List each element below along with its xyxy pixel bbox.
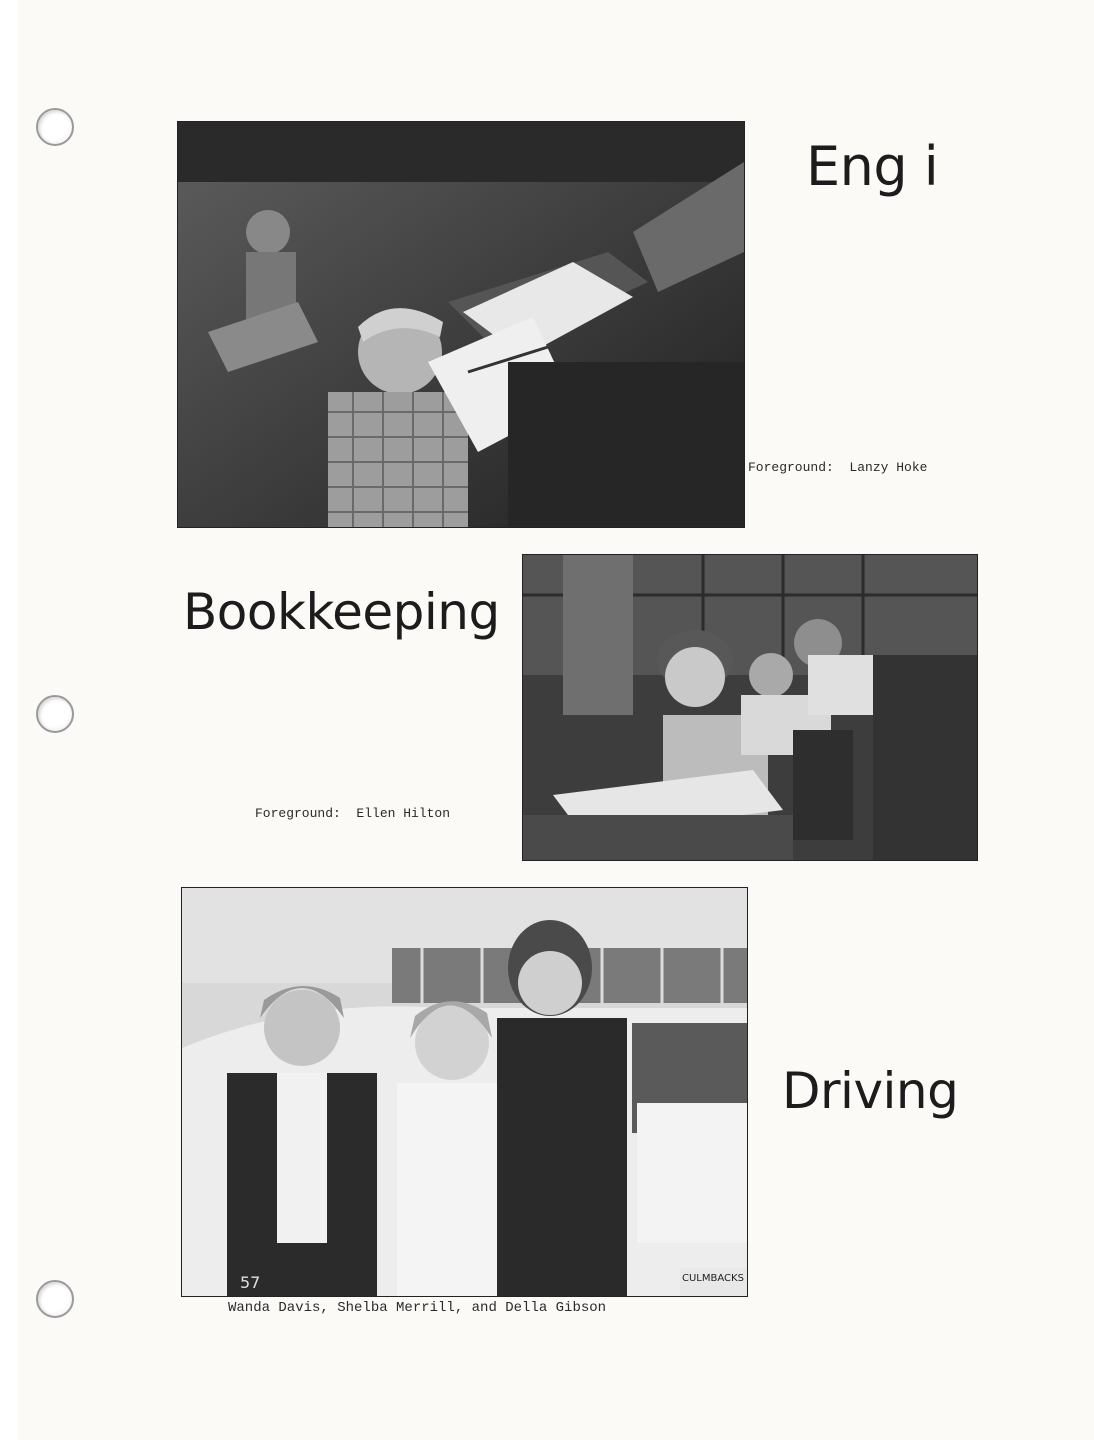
driving-class-photo xyxy=(182,888,747,1296)
binder-hole-bottom xyxy=(36,1280,74,1318)
binder-hole-middle xyxy=(36,695,74,733)
bookkeeping-class-photo xyxy=(523,555,977,860)
bookkeeping-heading: Bookkeeping xyxy=(183,583,500,641)
jacket-number-text: 57 xyxy=(240,1273,261,1292)
bookkeeping-caption: Foreground: Ellen Hilton xyxy=(255,806,451,821)
driving-caption: Wanda Davis, Shelba Merrill, and Della Gibson xyxy=(228,1300,607,1316)
english-caption: Foreground: Lanzy Hoke xyxy=(748,460,928,475)
binder-hole-top xyxy=(36,108,74,146)
english-class-photo xyxy=(178,122,744,527)
english-heading: Eng i xyxy=(806,135,939,198)
yearbook-page xyxy=(18,0,1094,1440)
car-sign-text: CULMBACKS xyxy=(682,1273,744,1284)
driving-heading: Driving xyxy=(782,1062,959,1120)
